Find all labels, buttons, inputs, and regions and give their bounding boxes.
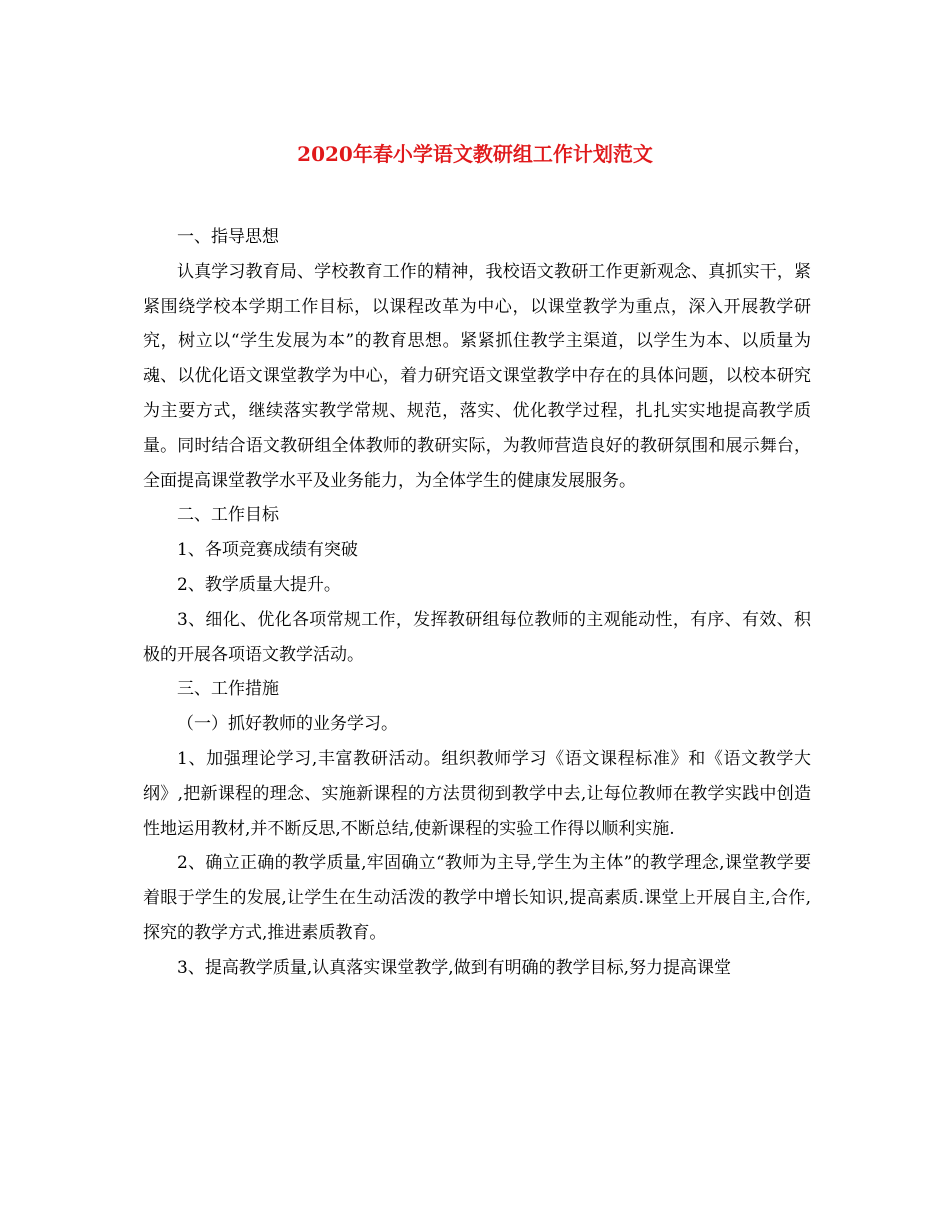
document-title: 2020年春小学语文教研组工作计划范文 [297,142,653,166]
list-item-measure-1: 1、加强理论学习,丰富教研活动。组织教师学习《语文课程标准》和《语文教学大纲》,把新课程的理念、实施新课程的方法贯彻到教学中去,让每位教师在教学实践中创造性地运用教材,并不断反思,不断总结,使新课程的实验工作得以顺利实施. [143,748,811,839]
paragraph-guiding-ideology: 认真学习教育局、学校教育工作的精神，我校语文教研工作更新观念、真抓实干，紧紧围绕学校本学期工作目标，以课程改革为中心，以课堂教学为重点，深入开展教学研究，树立以“学生发展为本”的教育思想。紧紧抓住教学主渠道，以学生为本、以质量为魂、以优化语文课堂教学为中心，着力研究语文课堂教学中存在的具体问题，以校本研究为主要方式，继续落实教学常规、规范，落实、优化教学过程，扎扎实实地提高教学质量。同时结合语文教研组全体教师的教研实际，为教师营造良好的教研氛围和展示舞台，全面提高课堂教学水平及业务能力，为全体学生的健康发展服务。 [143,261,811,491]
list-item-goal-3: 3、细化、优化各项常规工作，发挥教研组每位教师的主观能动性，有序、有效、积极的开展各项语文教学活动。 [143,609,811,665]
list-item-goal-1: 1、各项竞赛成绩有突破 [177,540,358,561]
section-heading-work-goals: 二、工作目标 [177,505,279,526]
list-item-measure-2: 2、确立正确的教学质量,牢固确立“教师为主导,学生为主体”的教学理念,课堂教学要着眼于学生的发展,让学生在生动活泼的教学中增长知识,提高素质.课堂上开展自主,合作,探究的教学方式,推进素质教育。 [143,853,811,943]
subsection-heading-teacher-study: （一）抓好教师的业务学习。 [177,714,398,735]
document-body [143,220,811,986]
section-heading-guiding-ideology: 一、指导思想 [177,227,279,247]
section-heading-work-measures: 三、工作措施 [177,679,279,700]
list-item-goal-2: 2、教学质量大提升。 [177,574,341,595]
list-item-measure-3: 3、提高教学质量,认真落实课堂教学,做到有明确的教学目标,努力提高课堂 [177,957,732,978]
